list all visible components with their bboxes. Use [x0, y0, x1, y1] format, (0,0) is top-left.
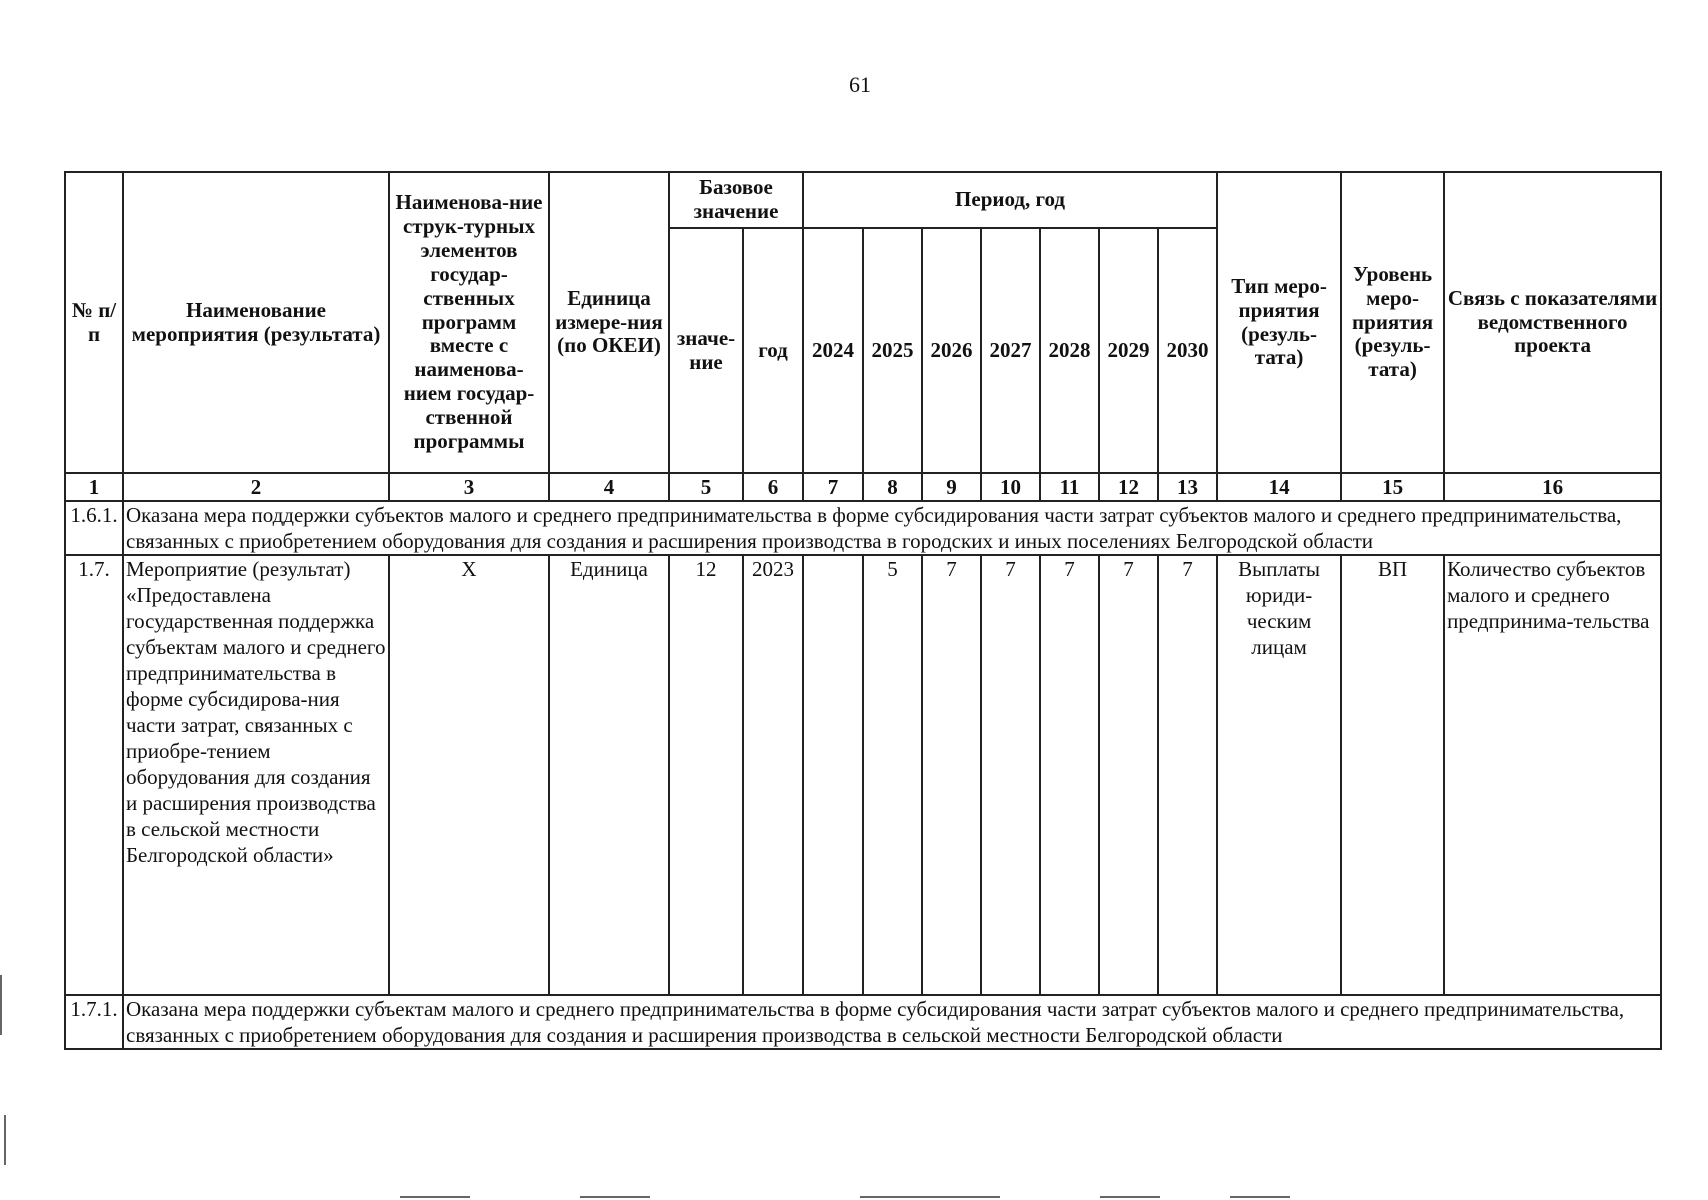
scan-edge-mark [0, 975, 2, 1035]
column-number-row [65, 473, 1661, 501]
measures-table [64, 171, 1662, 1050]
base-value: 12 [669, 555, 743, 995]
header-year-2030: 2030 [1158, 228, 1217, 473]
row-description: Оказана мера поддержки субъектов малого и среднего предпринимательства в форме субсидирования части затрат субъектов малого и среднего предпринимательства, связанных с приобретением оборудования для создания и расширения производства в городских и иных поселениях Белгородской области [123, 501, 1661, 555]
column-number: 3 [389, 473, 549, 501]
page-number: 61 [849, 72, 871, 97]
column-number: 10 [981, 473, 1040, 501]
value-2025: 5 [863, 555, 922, 995]
scan-bottom-line [1100, 1196, 1160, 1198]
header-structural-elements: Наименова-ние струк-турных элементов государ-ственных программ вместе с наименова-нием государ-ственной программы [389, 172, 549, 473]
base-year: 2023 [743, 555, 803, 995]
row-number: 1.6.1. [65, 501, 123, 555]
column-number: 15 [1341, 473, 1444, 501]
scan-bottom-line [1230, 1196, 1290, 1198]
scan-bottom-line [860, 1196, 1000, 1198]
column-number: 5 [669, 473, 743, 501]
scan-bottom-line [400, 1196, 470, 1198]
measure-type: Выплаты юриди-ческим лицам [1217, 555, 1341, 995]
header-period-group: Период, год [803, 172, 1217, 228]
column-number: 14 [1217, 473, 1341, 501]
header-level: Уровень меро-приятия (резуль-тата) [1341, 172, 1444, 473]
value-2024 [803, 555, 863, 995]
value-2027: 7 [981, 555, 1040, 995]
value-2028: 7 [1040, 555, 1099, 995]
indicator-link: Количество субъектов малого и среднего предпринима-тельства [1444, 555, 1661, 995]
table-row-1-7-1 [65, 995, 1661, 1049]
column-number: 12 [1099, 473, 1158, 501]
column-number: 16 [1444, 473, 1661, 501]
header-link: Связь с показателями ведомственного проекта [1444, 172, 1661, 473]
header-year-2025: 2025 [863, 228, 922, 473]
header-no: № п/п [65, 172, 123, 473]
scan-edge-mark [4, 1115, 6, 1165]
header-year-2028: 2028 [1040, 228, 1099, 473]
row-number: 1.7.1. [65, 995, 123, 1049]
scan-bottom-line [580, 1196, 650, 1198]
header-type: Тип меро-приятия (резуль-тата) [1217, 172, 1341, 473]
column-number: 7 [803, 473, 863, 501]
value-2026: 7 [922, 555, 981, 995]
column-number: 8 [863, 473, 922, 501]
column-number: 9 [922, 473, 981, 501]
table-row-1-7 [65, 555, 1661, 995]
table-row-1-6-1 [65, 501, 1661, 555]
column-number: 4 [549, 473, 669, 501]
unit: Единица [549, 555, 669, 995]
header-measure-name: Наименование мероприятия (результата) [123, 172, 389, 473]
header-year-2027: 2027 [981, 228, 1040, 473]
column-number: 2 [123, 473, 389, 501]
header-unit: Единица измере-ния (по ОКЕИ) [549, 172, 669, 473]
header-year-2026: 2026 [922, 228, 981, 473]
structural-element: X [389, 555, 549, 995]
header-row-top [65, 172, 1661, 228]
column-number: 6 [743, 473, 803, 501]
column-number: 1 [65, 473, 123, 501]
column-number: 11 [1040, 473, 1099, 501]
row-number: 1.7. [65, 555, 123, 995]
header-base-value: значе-ние [669, 228, 743, 473]
column-number: 13 [1158, 473, 1217, 501]
value-2030: 7 [1158, 555, 1217, 995]
value-2029: 7 [1099, 555, 1158, 995]
header-year-2024: 2024 [803, 228, 863, 473]
header-year-2029: 2029 [1099, 228, 1158, 473]
row-description: Оказана мера поддержки субъектам малого и среднего предпринимательства в форме субсидирования части затрат субъектов малого и среднего предпринимательства, связанных с приобретением оборудования для создания и расширения производства в сельской местности Белгородской области [123, 995, 1661, 1049]
measure-name: Мероприятие (результат) «Предоставлена государственная поддержка субъектам малого и среднего предпринимательства в форме субсидирова-ния части затрат, связанных с приобре-тением оборудования для создания и расширения производства в сельской местности Белгородской области» [123, 555, 389, 995]
measure-level: ВП [1341, 555, 1444, 995]
header-base-year: год [743, 228, 803, 473]
header-base-group: Базовое значение [669, 172, 803, 228]
